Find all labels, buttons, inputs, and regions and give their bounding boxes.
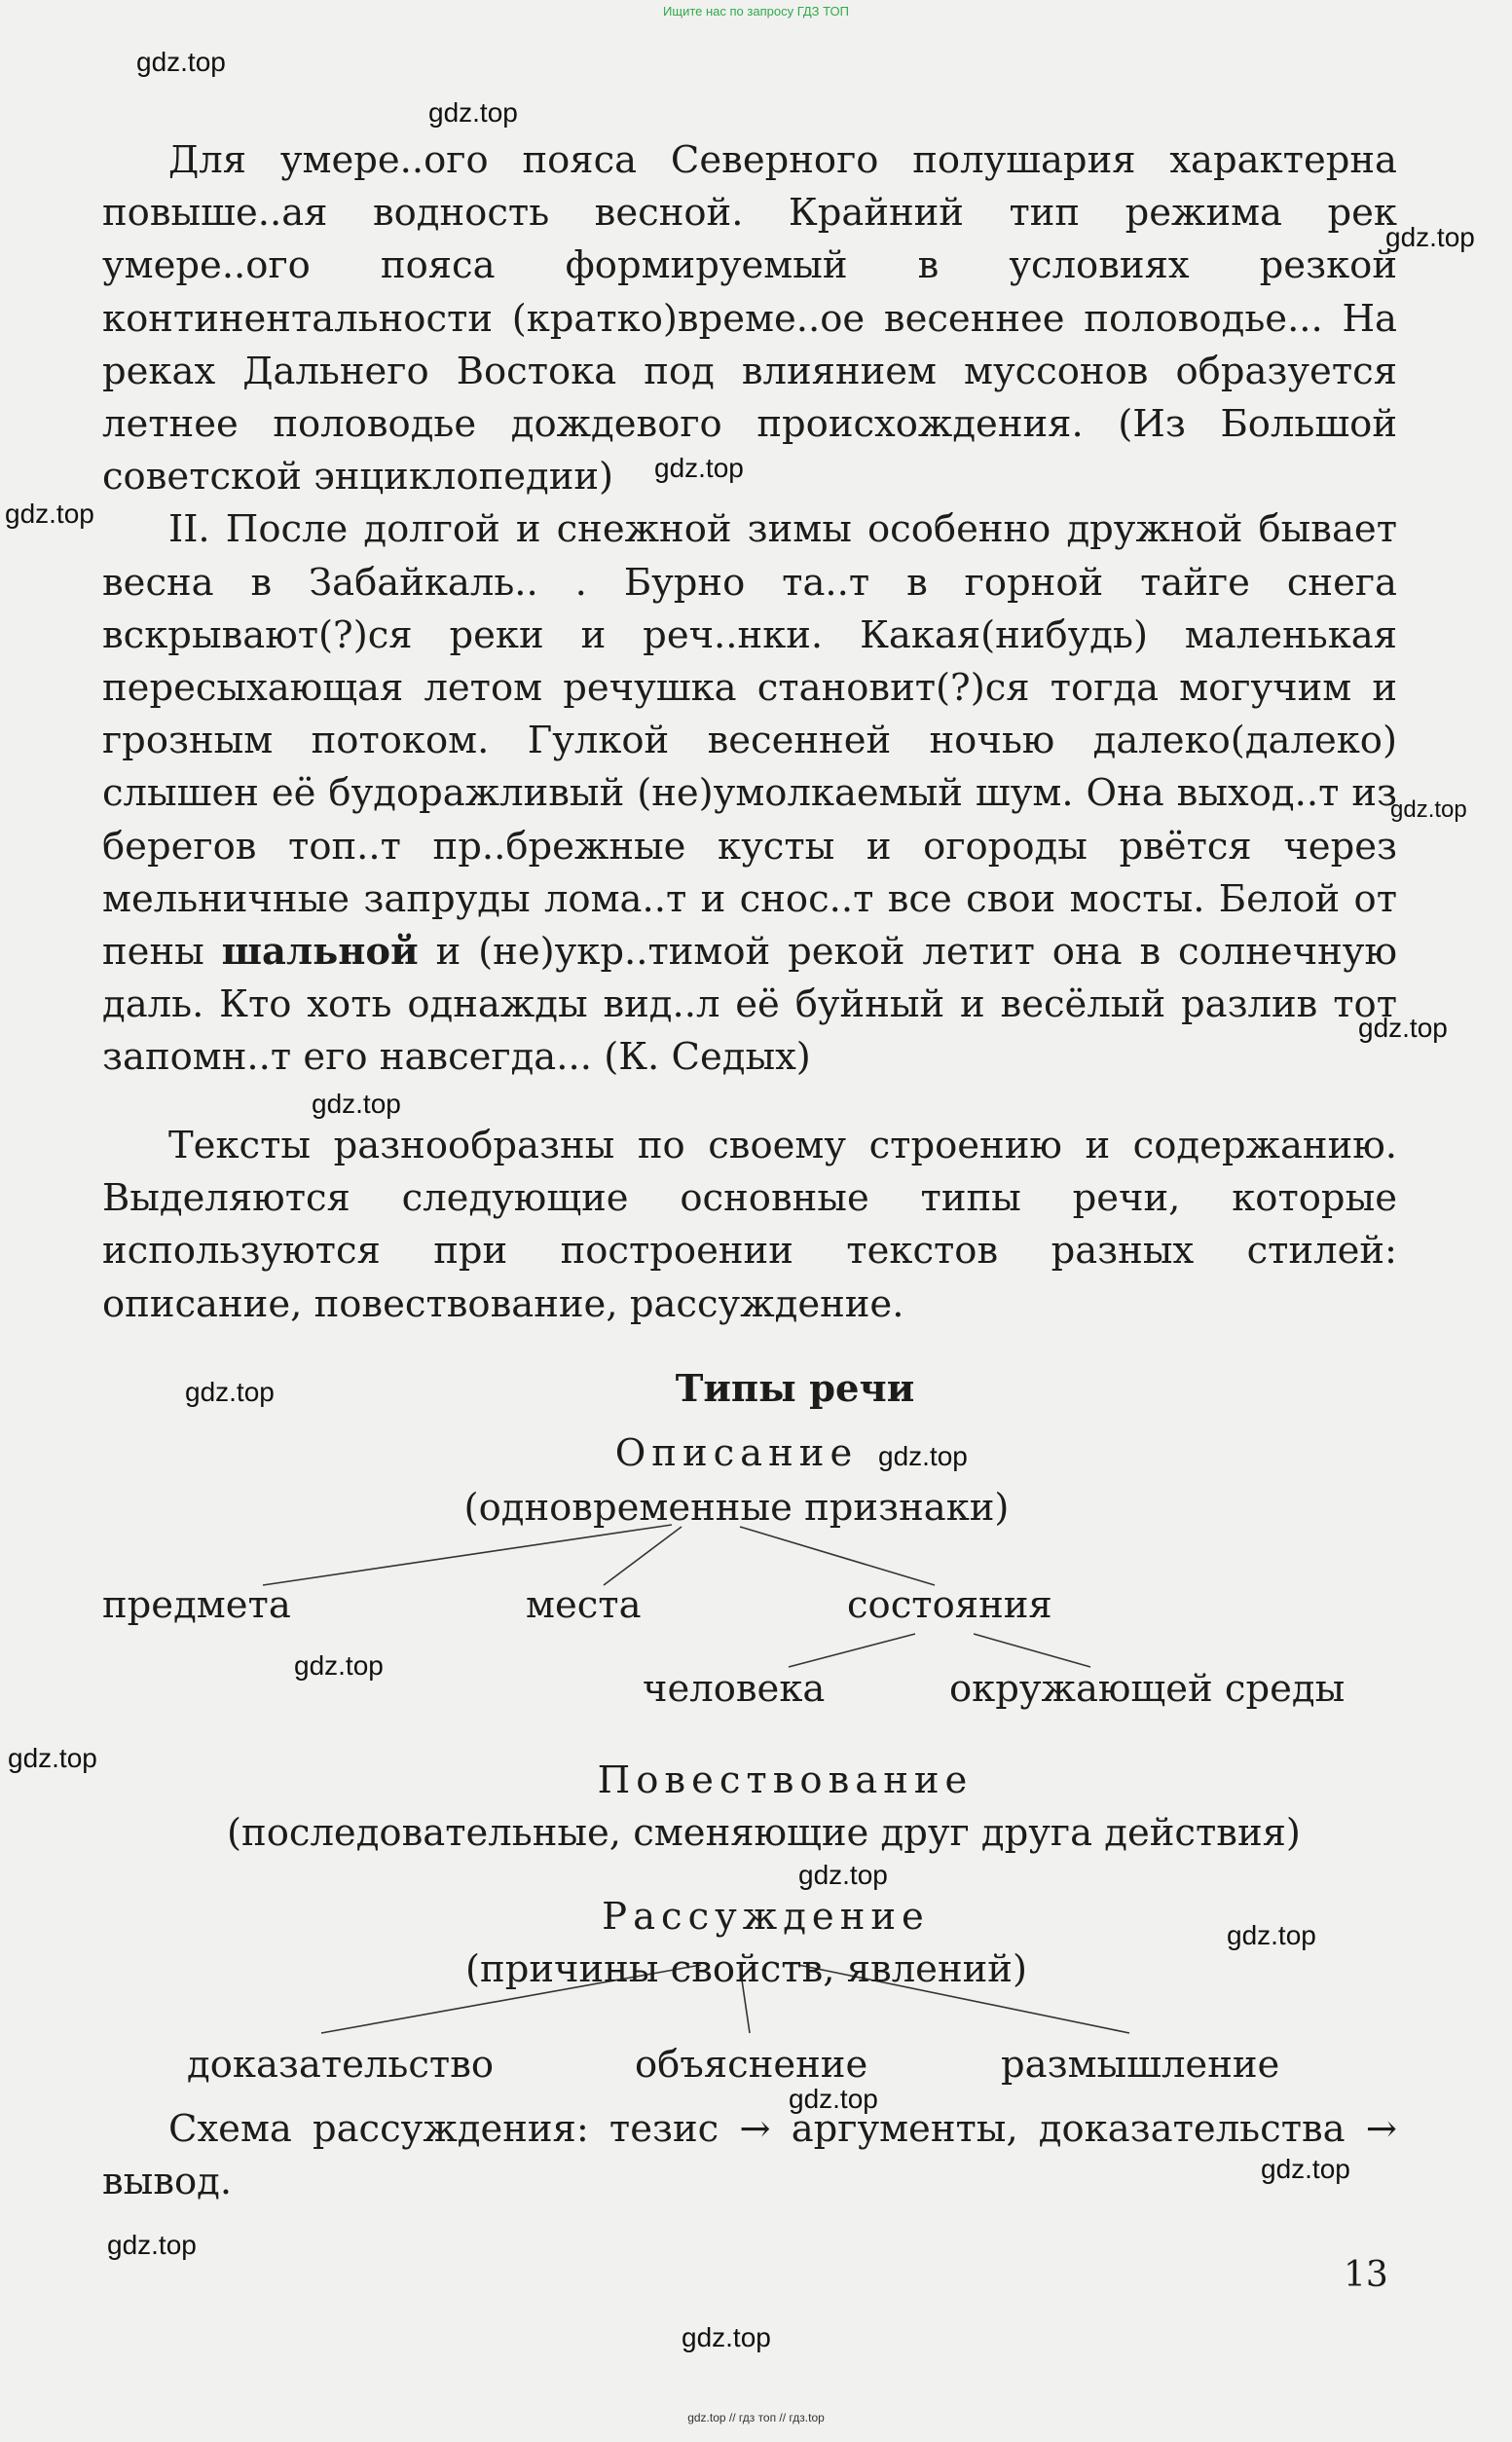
footer-note: gdz.top // гдз топ // гдз.top bbox=[687, 2411, 825, 2424]
watermark: gdz.top bbox=[798, 1860, 888, 1890]
scheme-title: Типы речи bbox=[675, 1367, 915, 1411]
narration-note: (последовательные, сменяющие друг друга действия) bbox=[227, 1811, 1301, 1855]
watermark: gdz.top bbox=[682, 2322, 771, 2352]
reasoning-heading: Рассуждение bbox=[602, 1895, 930, 1939]
branch-line bbox=[974, 1634, 1090, 1667]
description-item: состояния bbox=[847, 1583, 1052, 1627]
description-subitem: окружающей среды bbox=[949, 1667, 1346, 1711]
reasoning-item: объяснение bbox=[635, 2043, 868, 2087]
watermark: gdz.top bbox=[8, 1743, 97, 1773]
watermark: gdz.top bbox=[878, 1441, 968, 1471]
watermark: gdz.top bbox=[1261, 2154, 1350, 2184]
watermark: gdz.top bbox=[1358, 1013, 1448, 1043]
description-heading: Описание bbox=[614, 1431, 859, 1475]
watermark: gdz.top bbox=[1390, 796, 1467, 823]
paragraph-4: Схема рассуждения: тезис → аргументы, доказательства → вывод. bbox=[102, 2107, 1397, 2204]
watermark: gdz.top bbox=[428, 97, 518, 128]
header-note: Ищите нас по запросу ГДЗ ТОП bbox=[663, 4, 849, 18]
watermark: gdz.top bbox=[654, 453, 744, 483]
branch-line bbox=[789, 1634, 915, 1667]
reasoning-note: (причины свойств, явлений) bbox=[465, 1947, 1027, 1991]
narration-heading: Повествование bbox=[597, 1758, 974, 1802]
watermark: gdz.top bbox=[107, 2230, 197, 2260]
description-note: (одновременные признаки) bbox=[463, 1486, 1010, 1530]
description-subitem: человека bbox=[643, 1667, 826, 1711]
paragraph-2-text: II. После долгой и снежной зимы особенно дружной бывает весна в Забайкаль.. . Бурно та..т в горной тайге снега вскрывают(?)ся реки и реч..нки. Какая(нибудь) маленькая пересыхающая летом речушка становит(?)ся тогда могучим и грозным потоком. Гулкой весенней ночью далеко(далеко) слышен её будоражливый (не)умолкаемый шум. Она выход..т из берегов топ..т пр..брежные кусты и огороды рвётся через мельничные запруды лома..т и снос..т все свои мосты. Белой от пены bbox=[102, 507, 1397, 975]
branch-line bbox=[604, 1527, 682, 1585]
watermark: gdz.top bbox=[312, 1089, 401, 1119]
reasoning-item: размышление bbox=[1001, 2043, 1280, 2087]
description-item: места bbox=[526, 1583, 642, 1627]
paragraph-2-bold-word: шальной bbox=[221, 930, 419, 975]
description-item: предмета bbox=[102, 1583, 291, 1627]
watermark: gdz.top bbox=[789, 2084, 878, 2114]
paragraph-3: Тексты разнообразны по своему строению и содержанию. Выделяются следующие основные типы речи, которые используются при построении текстов разных стилей: описание, повествование, рассуждение. bbox=[102, 1124, 1397, 1326]
watermark: gdz.top bbox=[294, 1650, 384, 1681]
paragraph-2-text-end: и (не)укр..тимой рекой летит она в солнечную даль. Кто хоть однажды вид..л её буйный и весёлый разлив тот запомн..т его навсегда... (К. Седых) bbox=[102, 930, 1397, 1080]
text-block-3 bbox=[102, 2103, 1397, 2208]
watermark: gdz.top bbox=[1227, 1920, 1316, 1950]
branch-line bbox=[740, 1527, 935, 1585]
watermark: gdz.top bbox=[1385, 222, 1475, 252]
watermark: gdz.top bbox=[185, 1377, 275, 1407]
watermark: gdz.top bbox=[5, 499, 94, 529]
paragraph-1: Для умере..ого пояса Северного полушария характерна повыше..ая водность весной. Крайний тип режима рек умере..ого пояса формируемый в условиях резкой континентальности (кратко)време..ое весеннее половодье... На реках Дальнего Востока под влиянием муссонов образуется летнее половодье дождевого происхождения. (Из Большой советской энциклопедии) bbox=[102, 138, 1397, 500]
branch-line bbox=[263, 1525, 672, 1585]
page-number: 13 bbox=[1344, 2255, 1388, 2295]
reasoning-item: доказательство bbox=[187, 2043, 495, 2087]
watermark: gdz.top bbox=[136, 47, 226, 77]
